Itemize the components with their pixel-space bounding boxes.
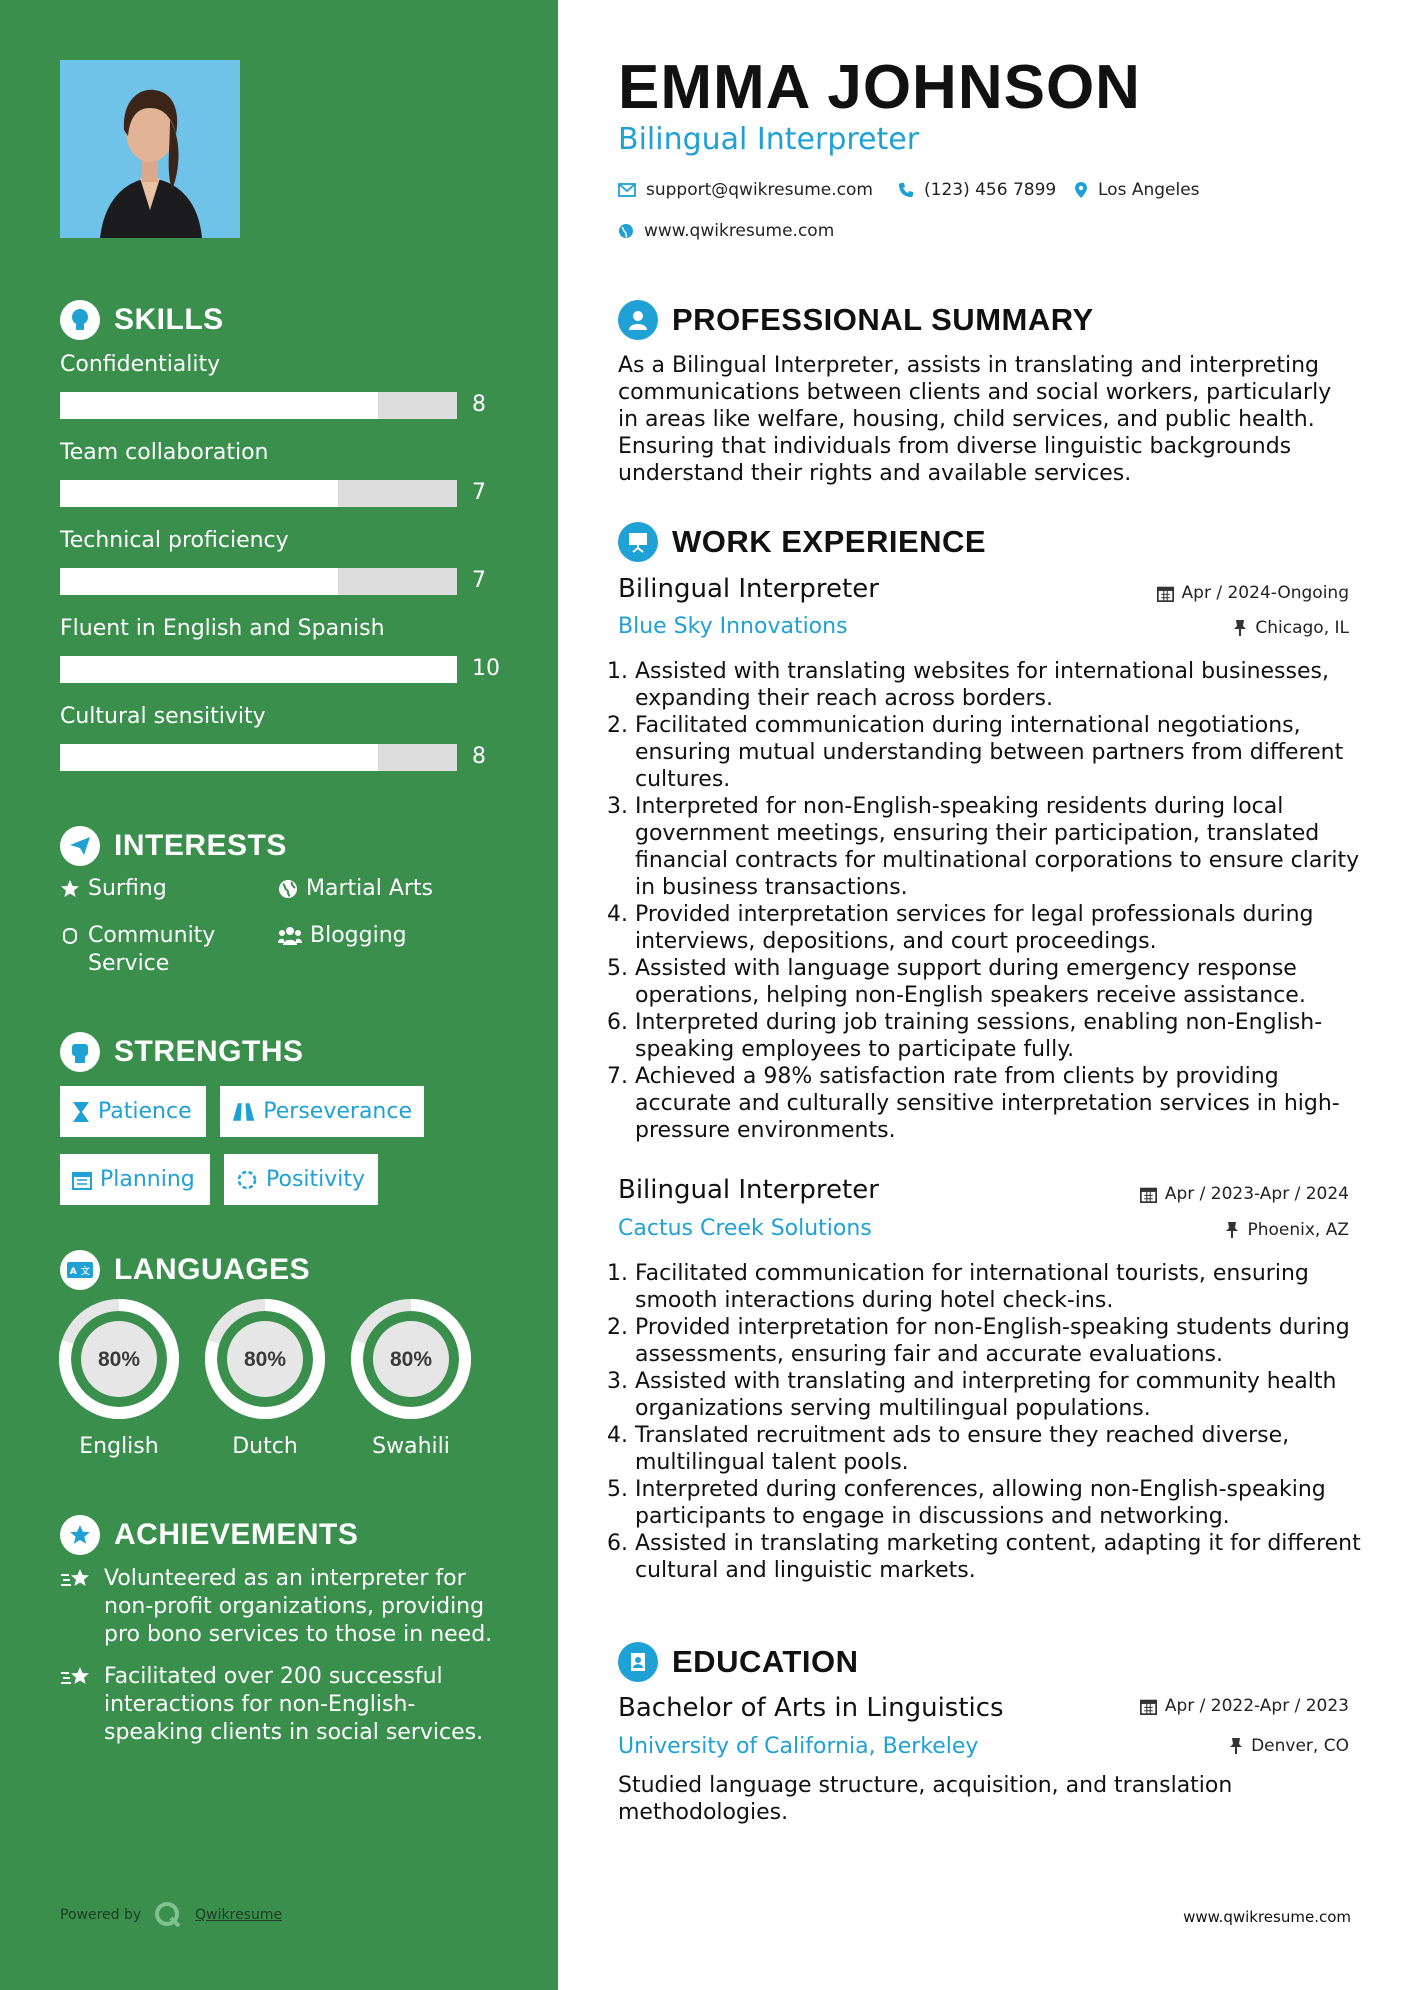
skill-label: Cultural sensitivity [60, 704, 266, 729]
language-percent: 80% [97, 1348, 141, 1371]
qwikresume-logo-icon [153, 1900, 183, 1930]
achievements-title: ACHIEVEMENTS [114, 1518, 359, 1551]
skills-heading [60, 300, 224, 340]
powered-by [60, 1900, 282, 1930]
achievement-item [60, 1565, 500, 1649]
education-location [1229, 1736, 1349, 1756]
strength-pill [60, 1154, 210, 1205]
sidebar [0, 0, 558, 1990]
interest-item [278, 875, 433, 903]
fist-icon [60, 1032, 100, 1072]
globe-icon [278, 879, 298, 899]
contact-email [618, 180, 873, 200]
skill-value: 10 [472, 656, 500, 681]
job-title: Bilingual Interpreter [618, 1175, 879, 1205]
location-text: Los Angeles [1098, 180, 1200, 200]
school-name: University of California, Berkeley [618, 1734, 979, 1759]
job-bullet: 4. Provided interpretation services for legal professionals during interviews, depositions, and court proceedings. [635, 901, 1380, 955]
achievements-heading [60, 1515, 358, 1555]
language-name: Swahili [372, 1434, 450, 1459]
strength-label: Perseverance [263, 1099, 412, 1124]
language-gauge [58, 1298, 180, 1424]
candidate-role: Bilingual Interpreter [618, 122, 920, 157]
lightbulb-icon [60, 300, 100, 340]
job-bullet: 2. Facilitated communication during international negotiations, ensuring mutual understanding between partners from different cultures. [635, 712, 1380, 793]
education-date-text: Apr / 2022-Apr / 2023 [1164, 1696, 1349, 1716]
calendar-icon [72, 1170, 92, 1190]
skill-label: Team collaboration [60, 440, 269, 465]
education-description: Studied language structure, acquisition, and translation methodologies. [618, 1773, 1233, 1825]
skill-label: Confidentiality [60, 352, 221, 377]
strengths-heading [60, 1032, 304, 1072]
shooting-star-icon [60, 1567, 94, 1593]
interest-item [60, 875, 167, 903]
pushpin-icon [1225, 1221, 1239, 1239]
skill-bar-fill [60, 744, 378, 771]
contact-website [618, 221, 834, 241]
spinner-icon [236, 1169, 258, 1191]
skill-bar [60, 392, 457, 419]
skill-bar [60, 744, 457, 771]
skill-value: 8 [472, 392, 486, 417]
globe-icon [618, 223, 634, 239]
summary-heading [618, 300, 1094, 340]
skill-value: 8 [472, 744, 486, 769]
skill-bar-fill [60, 568, 338, 595]
strength-label: Planning [100, 1167, 195, 1192]
skill-label: Technical proficiency [60, 528, 289, 553]
achievement-text: Volunteered as an interpreter for non-profit organizations, providing pro bono services to those in need. [104, 1566, 493, 1647]
interest-label: Blogging [310, 923, 407, 948]
strength-pill [224, 1154, 378, 1205]
job-bullet: 1. Facilitated communication for international tourists, ensuring smooth interactions during hotel check-ins. [635, 1260, 1380, 1314]
language-percent: 80% [243, 1348, 287, 1371]
strengths-title: STRENGTHS [114, 1035, 304, 1068]
strength-label: Positivity [266, 1167, 366, 1192]
interest-label: Surfing [88, 876, 167, 901]
interests-heading [60, 826, 287, 866]
education-title: EDUCATION [672, 1644, 859, 1679]
job-location-text: Phoenix, AZ [1247, 1220, 1349, 1240]
summary-text: As a Bilingual Interpreter, assists in translating and interpreting communications between clients and social workers, particularly in areas like welfare, housing, child services, and public health. Ensuring that individuals from diverse linguistic backgrounds understand their rights and available services. [618, 353, 1332, 486]
languages-title: LANGUAGES [114, 1253, 311, 1286]
hand-icon [60, 926, 80, 946]
company-name: Cactus Creek Solutions [618, 1216, 872, 1241]
contact-location [1074, 180, 1200, 200]
job-location [1233, 618, 1349, 638]
job-bullet: 7. Achieved a 98% satisfaction rate from clients by providing accurate and culturally sensitive interpretation services in high-pressure environments. [635, 1063, 1380, 1144]
job-bullet: 3. Assisted with translating and interpreting for community health organizations serving multilingual populations. [635, 1368, 1380, 1422]
education-date [1140, 1696, 1349, 1716]
contact-phone [898, 180, 1056, 200]
candidate-name: EMMA JOHNSON [618, 53, 1141, 122]
language-percent: 80% [389, 1348, 433, 1371]
job-bullet: 5. Interpreted during conferences, allowing non-English-speaking participants to engage in discussions and networking. [635, 1476, 1380, 1530]
education-heading [618, 1642, 858, 1682]
svg-text:A 文: A 文 [69, 1267, 91, 1277]
achievement-text: Facilitated over 200 successful interactions for non-English-speaking clients in social services. [104, 1664, 484, 1745]
job-bullet: 4. Translated recruitment ads to ensure they reached diverse, multilingual talent pools. [635, 1422, 1380, 1476]
calendar-icon [1140, 1698, 1157, 1715]
strength-label: Patience [98, 1099, 192, 1124]
job-bullets [608, 658, 1380, 1144]
phone-icon [898, 182, 914, 198]
skill-bar-fill [60, 480, 338, 507]
skill-bar-fill [60, 392, 378, 419]
languages-heading [60, 1250, 310, 1290]
presentation-icon [618, 522, 658, 562]
job-bullet: 6. Interpreted during job training sessions, enabling non-English-speaking employees to participate fully. [635, 1009, 1380, 1063]
profile-photo [60, 60, 240, 238]
calendar-icon [1157, 585, 1174, 602]
job-bullets [608, 1260, 1380, 1584]
interest-item [60, 922, 230, 978]
qwikresume-link[interactable]: Qwikresume [195, 1907, 283, 1923]
interest-label: Community Service [88, 923, 216, 976]
experience-title: WORK EXPERIENCE [672, 524, 987, 559]
language-ring [58, 1298, 180, 1420]
skill-bar-fill [60, 656, 457, 683]
footer-url[interactable]: www.qwikresume.com [1183, 1908, 1351, 1926]
job-location [1225, 1220, 1349, 1240]
road-icon [232, 1102, 255, 1122]
skill-value: 7 [472, 480, 486, 505]
skill-label: Fluent in English and Spanish [60, 616, 385, 641]
language-name: English [79, 1434, 159, 1459]
paper-plane-icon [60, 826, 100, 866]
achievement-item [60, 1663, 500, 1747]
users-icon [278, 926, 302, 946]
job-date [1140, 1184, 1349, 1204]
interest-item [278, 922, 407, 950]
language-ring [204, 1298, 326, 1420]
email-text[interactable]: support@qwikresume.com [646, 180, 873, 200]
job-date-text: Apr / 2023-Apr / 2024 [1164, 1184, 1349, 1204]
job-bullet: 3. Interpreted for non-English-speaking residents during local government meetings, ensuring their participation, translated financial contracts for multinational corporations to ensure clarity in business transactions. [635, 793, 1380, 901]
language-ring [350, 1298, 472, 1420]
user-icon [618, 300, 658, 340]
envelope-icon [618, 183, 636, 197]
language-icon [60, 1250, 100, 1290]
skills-title: SKILLS [114, 303, 224, 336]
skill-bar [60, 568, 457, 595]
website-text[interactable]: www.qwikresume.com [644, 221, 835, 241]
interest-label: Martial Arts [306, 876, 434, 901]
strength-pill [220, 1086, 424, 1137]
company-name: Blue Sky Innovations [618, 614, 848, 639]
strength-pill [60, 1086, 206, 1137]
job-date [1157, 583, 1349, 603]
job-title: Bilingual Interpreter [618, 574, 879, 604]
language-gauge [204, 1298, 326, 1424]
star-icon [60, 879, 80, 899]
language-gauge [350, 1298, 472, 1424]
experience-heading [618, 522, 986, 562]
skill-bar [60, 480, 457, 507]
skill-bar [60, 656, 457, 683]
hourglass-icon [72, 1101, 90, 1123]
job-location-text: Chicago, IL [1255, 618, 1349, 638]
calendar-icon [1140, 1186, 1157, 1203]
powered-by-label: Powered by [60, 1907, 142, 1923]
shooting-star-icon [60, 1665, 94, 1691]
education-location-text: Denver, CO [1251, 1736, 1349, 1756]
pushpin-icon [1233, 619, 1247, 637]
job-bullet: 1. Assisted with translating websites for international businesses, expanding their reach across borders. [635, 658, 1380, 712]
degree-title: Bachelor of Arts in Linguistics [618, 1693, 1004, 1723]
phone-text[interactable]: (123) 456 7899 [924, 180, 1057, 200]
summary-title: PROFESSIONAL SUMMARY [672, 302, 1094, 337]
job-bullet: 5. Assisted with language support during emergency response operations, helping non-English speakers receive assistance. [635, 955, 1380, 1009]
interests-title: INTERESTS [114, 829, 287, 862]
job-bullet: 6. Assisted in translating marketing content, adapting it for different cultural and linguistic markets. [635, 1530, 1380, 1584]
pushpin-icon [1229, 1737, 1243, 1755]
skill-value: 7 [472, 568, 486, 593]
job-bullet: 2. Provided interpretation for non-English-speaking students during assessments, ensuring fair and accurate evaluations. [635, 1314, 1380, 1368]
language-name: Dutch [232, 1434, 298, 1459]
trophy-star-icon [60, 1515, 100, 1555]
graduate-icon [618, 1642, 658, 1682]
job-date-text: Apr / 2024-Ongoing [1181, 583, 1349, 603]
map-pin-icon [1074, 181, 1088, 199]
